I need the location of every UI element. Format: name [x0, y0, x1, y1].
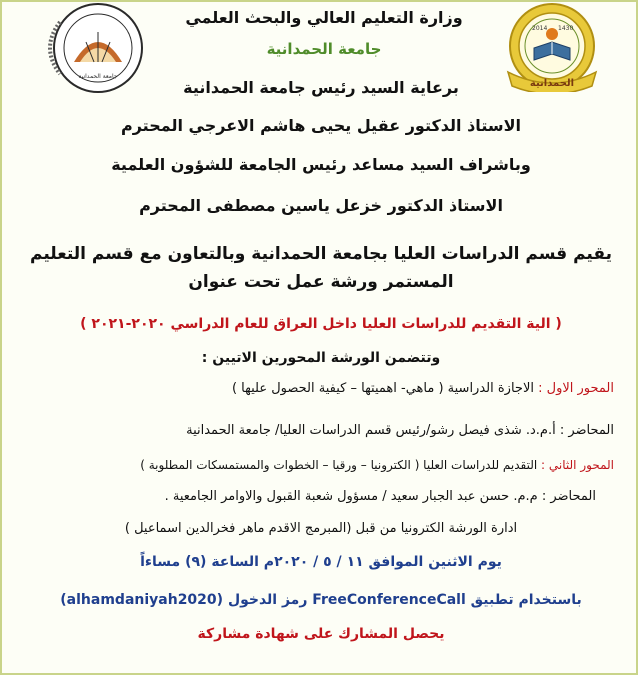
intro-line-2: المستمر ورشة عمل تحت عنوان: [188, 272, 454, 292]
patronage-line-3: وباشراف السيد مساعد رئيس الجامعة للشؤون العلمية: [111, 155, 531, 174]
axis-1-row: [232, 381, 614, 396]
seal-caption: جامعة الحمدانية: [78, 73, 118, 80]
axis-1-lecturer: المحاضر : أ.م.د. شذى فيصل رشو/رئيس قسم الدراسات العليا/ جامعة الحمدانية: [186, 423, 614, 438]
axes-intro: وتتضمن الورشة المحورين الاتيين :: [201, 350, 441, 366]
patronage-line-4: الاستاذ الدكتور خزعل ياسين مصطفى المحترم: [139, 196, 503, 215]
university-name: جامعة الحمدانية: [266, 40, 382, 58]
emblem-year-right: 1430: [558, 25, 574, 32]
patronage-line-2: الاستاذ الدكتور عقيل يحيى هاشم الاعرجي المحترم: [121, 116, 521, 135]
emblem-year-left: 2014: [532, 25, 548, 32]
intro-line-1: يقيم قسم الدراسات العليا بجامعة الحمدانية وبالتعاون مع قسم التعليم: [30, 244, 612, 264]
certificate-line: يحصل المشارك على شهادة مشاركة: [197, 626, 445, 642]
emblem-banner-text: الحمدانية: [529, 78, 575, 89]
ministry-heading: وزارة التعليم العالي والبحث العلمي: [185, 8, 463, 27]
axis-1-label: المحور الاول :: [538, 381, 614, 396]
date-line: يوم الاثنين الموافق ١١ / ٥ / ٢٠٢٠م الساعة (٩) مساءاً: [140, 554, 502, 570]
patronage-line-1: برعاية السيد رئيس جامعة الحمدانية: [183, 78, 459, 97]
axis-1-text: الاجازة الدراسية ( ماهي- اهميتها – كيفية الحصول عليها ): [231, 381, 534, 396]
axis-2-lecturer: المحاضر : م.م. حسن عبد الجبار سعيد / مسؤول شعبة القبول والاوامر الجامعية .: [164, 489, 596, 504]
axis-2-row: [140, 458, 614, 472]
workshop-title: ( الية التقديم للدراسات العليا داخل العراق للعام الدراسي ٢٠٢٠-٢٠٢١ ): [80, 316, 562, 332]
app-line: باستخدام تطبيق FreeConferenceCall رمز الدخول (alhamdaniyah2020): [60, 592, 582, 608]
axis-2-label: المحور الثاني :: [541, 458, 614, 472]
workshop-management: ادارة الورشة الكترونيا من قبل (المبرمج الاقدم ماهر فخرالدين اسماعيل ): [124, 521, 518, 536]
axis-2-text: التقديم للدراسات العليا ( الكترونيا – ورقيا – الخطوات والمستمسكات المطلوبة ): [140, 458, 538, 472]
